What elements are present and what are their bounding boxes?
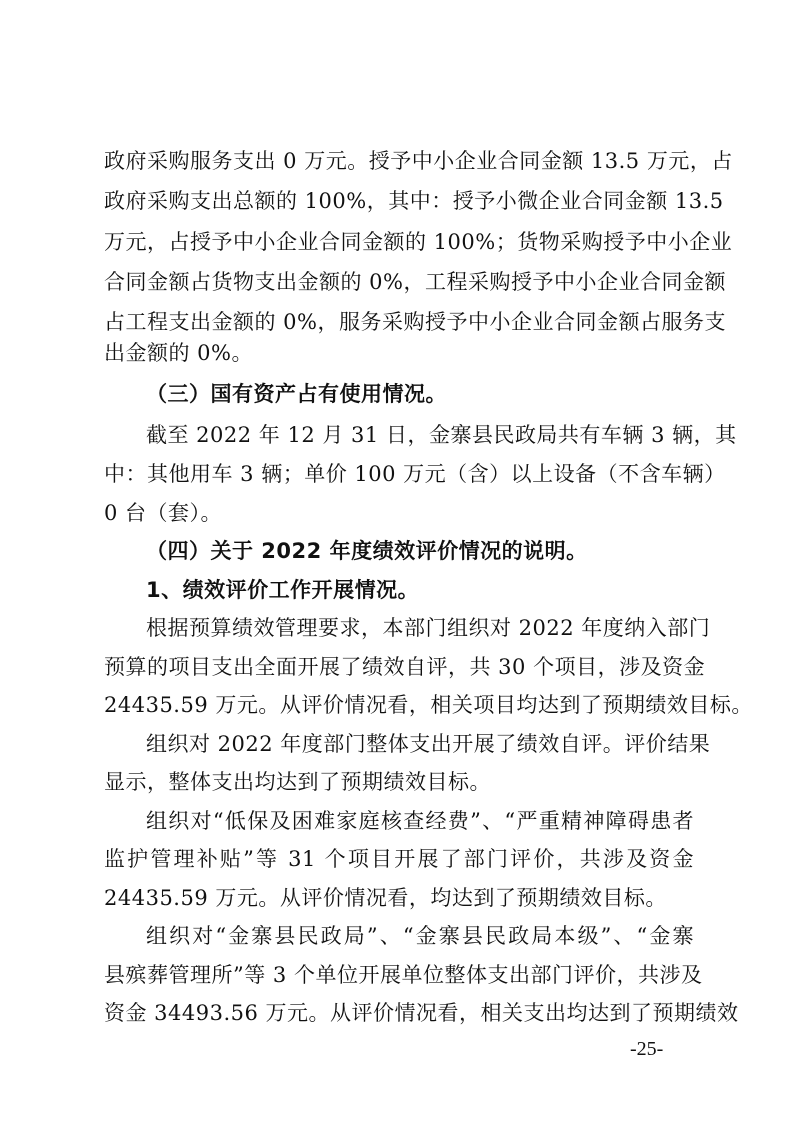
text-line: 24435.59 万元。从评价情况看，均达到了预期绩效目标。 [104,886,667,910]
text-line: 万元，占授予中小企业合同金额的 100%；货物采购授予中小企业 [104,230,733,254]
text-line: 占工程支出金额的 0%，服务采购授予中小企业合同金额占服务支 [104,310,726,334]
text-line: 合同金额占货物支出金额的 0%，工程采购授予中小企业合同金额 [104,270,726,294]
text-line: 出金额的 0%。 [104,341,253,365]
section-heading: （三）国有资产占有使用情况。 [146,382,447,406]
text-line: 县殡葬管理所”等 3 个单位开展单位整体支出部门评价，共涉及 [104,963,703,987]
text-line: 24435.59 万元。从评价情况看，相关项目均达到了预期绩效目标。 [104,693,753,717]
text-line: 预算的项目支出全面开展了绩效自评，共 30 个项目，涉及资金 [104,655,706,679]
subsection-heading: 1、绩效评价工作开展情况。 [146,578,420,602]
text-line: 政府采购服务支出 0 万元。授予中小企业合同金额 13.5 万元，占 [104,149,733,173]
text-line: 显示，整体支出均达到了预期绩效目标。 [104,770,491,794]
text-line: 监护管理补贴”等 31 个项目开展了部门评价，共涉及资金 [104,847,694,871]
text-line: 截至 2022 年 12 月 31 日，金寨县民政局共有车辆 3 辆，其 [146,423,737,447]
text-line: 根据预算绩效管理要求，本部门组织对 2022 年度纳入部门 [146,616,711,640]
text-line: 组织对 2022 年度部门整体支出开展了绩效自评。评价结果 [146,732,711,756]
page-number: -25- [630,1038,664,1060]
text-line: 组织对“金寨县民政局”、“金寨县民政局本级”、“金寨 [146,924,694,948]
text-line: 政府采购支出总额的 100%，其中：授予小微企业合同金额 13.5 [104,189,724,213]
section-heading: （四）关于 2022 年度绩效评价情况的说明。 [146,539,588,563]
text-line: 组织对“低保及困难家庭核查经费”、“严重精神障碍患者 [146,809,694,833]
text-line: 中：其他用车 3 辆；单价 100 万元（含）以上设备（不含车辆） [104,462,726,486]
text-line: 资金 34493.56 万元。从评价情况看，相关支出均达到了预期绩效 [104,1001,739,1025]
text-line: 0 台（套）。 [104,501,223,525]
